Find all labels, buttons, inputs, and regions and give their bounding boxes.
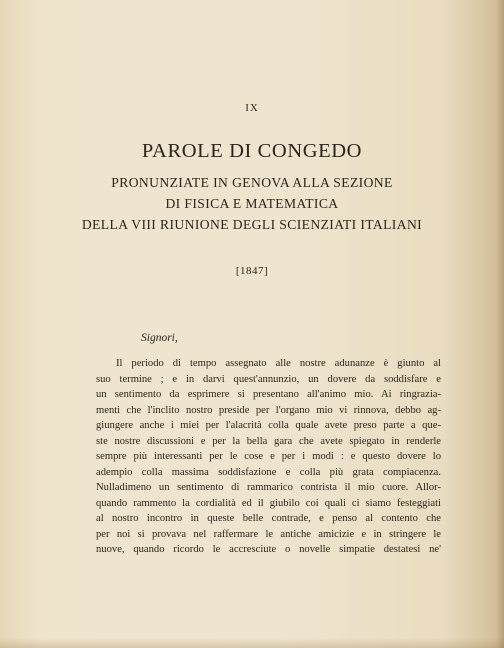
- salutation: Signori,: [141, 332, 178, 344]
- paragraph-line: Il periodo di tempo assegnato alle nostre adunanze è giunto al: [116, 358, 441, 369]
- paragraph-line: per noi si provava nel raffermare le antiche amicizie e in stringere le: [96, 528, 441, 540]
- paragraph-line: al nostro incontro in queste belle contrade, e penso al contento che: [96, 513, 441, 524]
- paragraph-line: quando rammento la cordialità ed il giubilo coi quali ci siamo festeggiati: [96, 497, 441, 509]
- subtitle-line-1: PRONUNZIATE IN GENOVA ALLA SEZIONE: [111, 175, 393, 190]
- page-title: PAROLE DI CONGEDO: [141, 140, 363, 162]
- paragraph-line: un sentimento da esprimere si presentano all'animo mio. Ai ringrazia-: [96, 389, 441, 400]
- page-bottom-shadow: [0, 638, 504, 648]
- paragraph-line: sempre più interessanti per le cose e per i modi : e questo dovere lo: [96, 451, 441, 462]
- subtitle-line-2: DI FISICA E MATEMATICA: [165, 196, 339, 211]
- paragraph-line: suo termine ; e in darvi quest'annunzio, un dovere da soddisfare e: [96, 373, 441, 385]
- paragraph-line: menti che l'inclito nostro preside per l'organo mio vi rinnova, debbo ag-: [96, 404, 441, 416]
- paragraph-line: giungere anche i miei per l'alacrità colla quale avete preso parte a que-: [96, 420, 441, 431]
- paragraph-line: nuove, quando ricordo le accresciute o novelle simpatie destatesi ne': [96, 544, 441, 555]
- paragraph-line: adempio colla massima soddisfazione e colla più grata compiacenza.: [96, 466, 441, 478]
- chapter-number: IX: [245, 102, 259, 114]
- paragraph-line: ste nostre discussioni e per la bella gara che avete spiegato in renderle: [96, 435, 441, 447]
- subtitle-line-3: DELLA VIII RIUNIONE DEGLI SCIENZIATI ITALIANI: [81, 217, 423, 232]
- paragraph-line: Nulladimeno un sentimento di rammarico contrista il mio cuore. Allor-: [96, 482, 441, 493]
- page-edge-shadow: [496, 0, 504, 648]
- year-label: [1847]: [235, 265, 269, 277]
- paragraph: [96, 356, 441, 558]
